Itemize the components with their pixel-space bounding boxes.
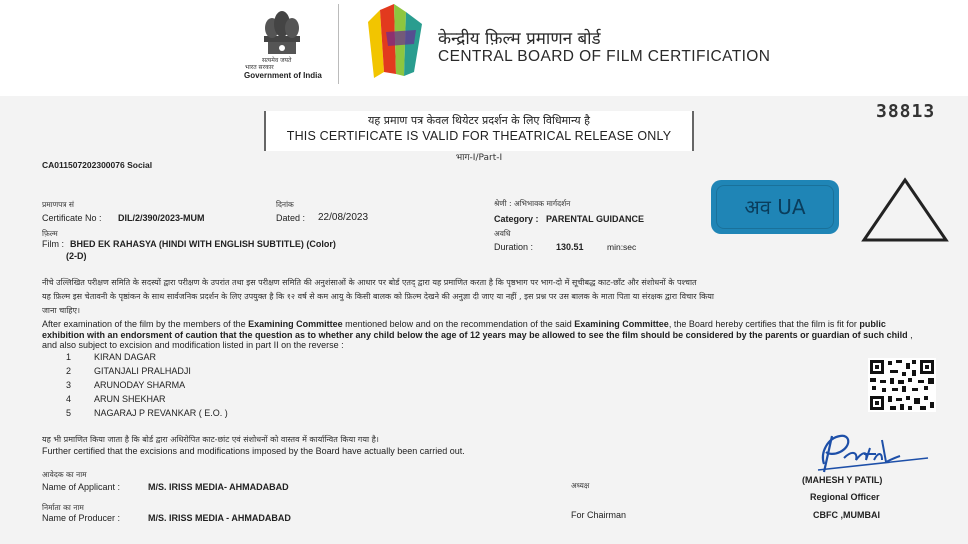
duration-label-hindi: अवधि: [494, 229, 511, 238]
member-number: 3: [66, 380, 72, 390]
film-title-value: BHED EK RAHASYA (HINDI WITH ENGLISH SUBTITLE) (Color): [70, 239, 336, 249]
paragraph-text-4: , and also subject to excision and modification listed in part II on the reverse :: [42, 329, 913, 350]
paragraph-bold-1: Examining Committee: [248, 319, 343, 329]
member-name: NAGARAJ P REVANKAR ( E.O. ): [94, 408, 228, 418]
applicant-value: M/S. IRISS MEDIA- AHMADABAD: [148, 482, 289, 492]
member-name: KIRAN DAGAR: [94, 352, 157, 362]
producer-label: Name of Producer :: [42, 513, 121, 523]
chairman-label-hindi: अध्यक्ष: [571, 481, 590, 490]
further-certified-english: Further certified that the excisions and modifications imposed by the Board have actually been carried out.: [42, 446, 465, 456]
signature-mark: [810, 430, 940, 476]
further-certified-hindi: यह भी प्रमाणित किया जाता है कि बोर्ड द्वारा अधिरोपित काट-छांट एवं संशोधनों को वास्तव में कार्यान्वित किया गया है।: [42, 435, 379, 444]
part-label: भाग-I/Part-I: [455, 153, 503, 163]
emblem-motto: सत्यमेव जयते: [262, 57, 292, 64]
emblem-hindi-label: भारत सरकार: [245, 64, 274, 71]
member-name: ARUNODAY SHARMA: [94, 380, 186, 390]
film-label-hindi: फ़िल्म: [42, 229, 58, 238]
duration-value: 130.51: [556, 242, 584, 252]
duration-unit: min:sec: [607, 242, 637, 252]
ua-rating-text: अव UA: [744, 195, 806, 219]
applicant-label-hindi: आवेदक का नाम: [42, 470, 87, 479]
member-number: 4: [66, 394, 72, 404]
cbfc-logo-icon: [366, 2, 428, 82]
category-value: PARENTAL GUIDANCE: [546, 214, 645, 224]
validity-english: THIS CERTIFICATE IS VALID FOR THEATRICAL RELEASE ONLY: [286, 129, 672, 143]
qr-code-icon: [868, 358, 936, 412]
paragraph-bold-2: Examining Committee: [574, 319, 669, 329]
member-name: GITANJALI PRALHADJI: [94, 366, 191, 376]
ashoka-emblem-icon: [252, 6, 312, 56]
certificate-no-label: Certificate No :: [42, 213, 102, 223]
member-number: 5: [66, 408, 72, 418]
applicant-label: Name of Applicant :: [42, 482, 121, 492]
certificate-no-label-hindi: प्रमाणपत्र सं: [42, 200, 74, 209]
member-number: 1: [66, 352, 72, 362]
board-name-hindi: केन्द्रीय फ़िल्म प्रमाणन बोर्ड: [438, 29, 601, 49]
paragraph-text-1: After examination of the film by the members of the: [42, 319, 249, 329]
signatory-place: CBFC ,MUMBAI: [813, 510, 880, 520]
certification-paragraph-hindi-line1: नीचे उल्लिखित परीक्षण समिति के सदस्यों द्वारा परीक्षण के उपरांत तथा इस परीक्षण समिति की अनुशंसाओं के आधार पर बोर्ड एतद् द्वारा यह प्रमाणित करता है कि पृष्ठभाग पर भाग-दो में सूचीबद्ध काट-छाँट और संशोधनों के पश्चात: [42, 278, 697, 287]
paragraph-bold-3: public exhibition with an endorsment of caution that the question as to whether any child below the age of 12 years may be allowed to see the film should be considered by the parents or guardian of such child: [42, 319, 908, 340]
government-of-india-label: Government of India: [244, 71, 322, 80]
member-number: 2: [66, 366, 72, 376]
header-divider: [338, 4, 339, 84]
certification-paragraph-hindi-line3: जाना चाहिए।: [42, 306, 80, 315]
certification-paragraph-english: [42, 319, 922, 351]
serial-number: 38813: [876, 101, 936, 122]
board-name-english: CENTRAL BOARD OF FILM CERTIFICATION: [438, 48, 771, 65]
certificate-header: [0, 0, 968, 96]
triangle-symbol-icon: [860, 176, 950, 244]
certification-paragraph-hindi-line2: यह फ़िल्म इस चेतावनी के पृष्ठांकन के साथ सार्वजनिक प्रदर्शन के लिए उपयुक्त है कि १२ वर्ष से कम आयु के किसी बालक को फ़िल्म देखने की अनुज्ञा दी जाए या नहीं , इस प्रश्न पर उस बालक के माता पिता या संरक्षक द्वारा विचार किया: [42, 292, 715, 301]
category-label-hindi: श्रेणी : अभिभावक मार्गदर्शन: [494, 199, 571, 208]
paragraph-text-2: mentioned below and on the recommendation of the said: [342, 319, 575, 329]
member-name: ARUN SHEKHAR: [94, 394, 166, 404]
signatory-name: (MAHESH Y PATIL): [802, 475, 883, 485]
film-format-value: (2-D): [66, 251, 87, 261]
duration-label: Duration :: [494, 242, 534, 252]
certificate-no-value: DIL/2/390/2023-MUM: [118, 213, 205, 223]
film-label: Film :: [42, 239, 64, 249]
date-value: 22/08/2023: [318, 212, 369, 223]
producer-value: M/S. IRISS MEDIA - AHMADABAD: [148, 513, 291, 523]
producer-label-hindi: निर्माता का नाम: [42, 503, 84, 512]
for-chairman-label: For Chairman: [571, 510, 627, 520]
date-label-hindi: दिनांक: [276, 200, 294, 209]
signatory-role: Regional Officer: [810, 492, 880, 502]
validity-hindi: यह प्रमाण पत्र केवल थियेटर प्रदर्शन के लिए विधिमान्य है: [368, 114, 590, 127]
date-label: Dated :: [276, 213, 306, 223]
category-label: Category :: [494, 214, 539, 224]
ca-number: CA011507202300076 Social: [42, 160, 153, 170]
paragraph-text-3: , the Board hereby certifies that the film is fit for: [668, 319, 860, 329]
